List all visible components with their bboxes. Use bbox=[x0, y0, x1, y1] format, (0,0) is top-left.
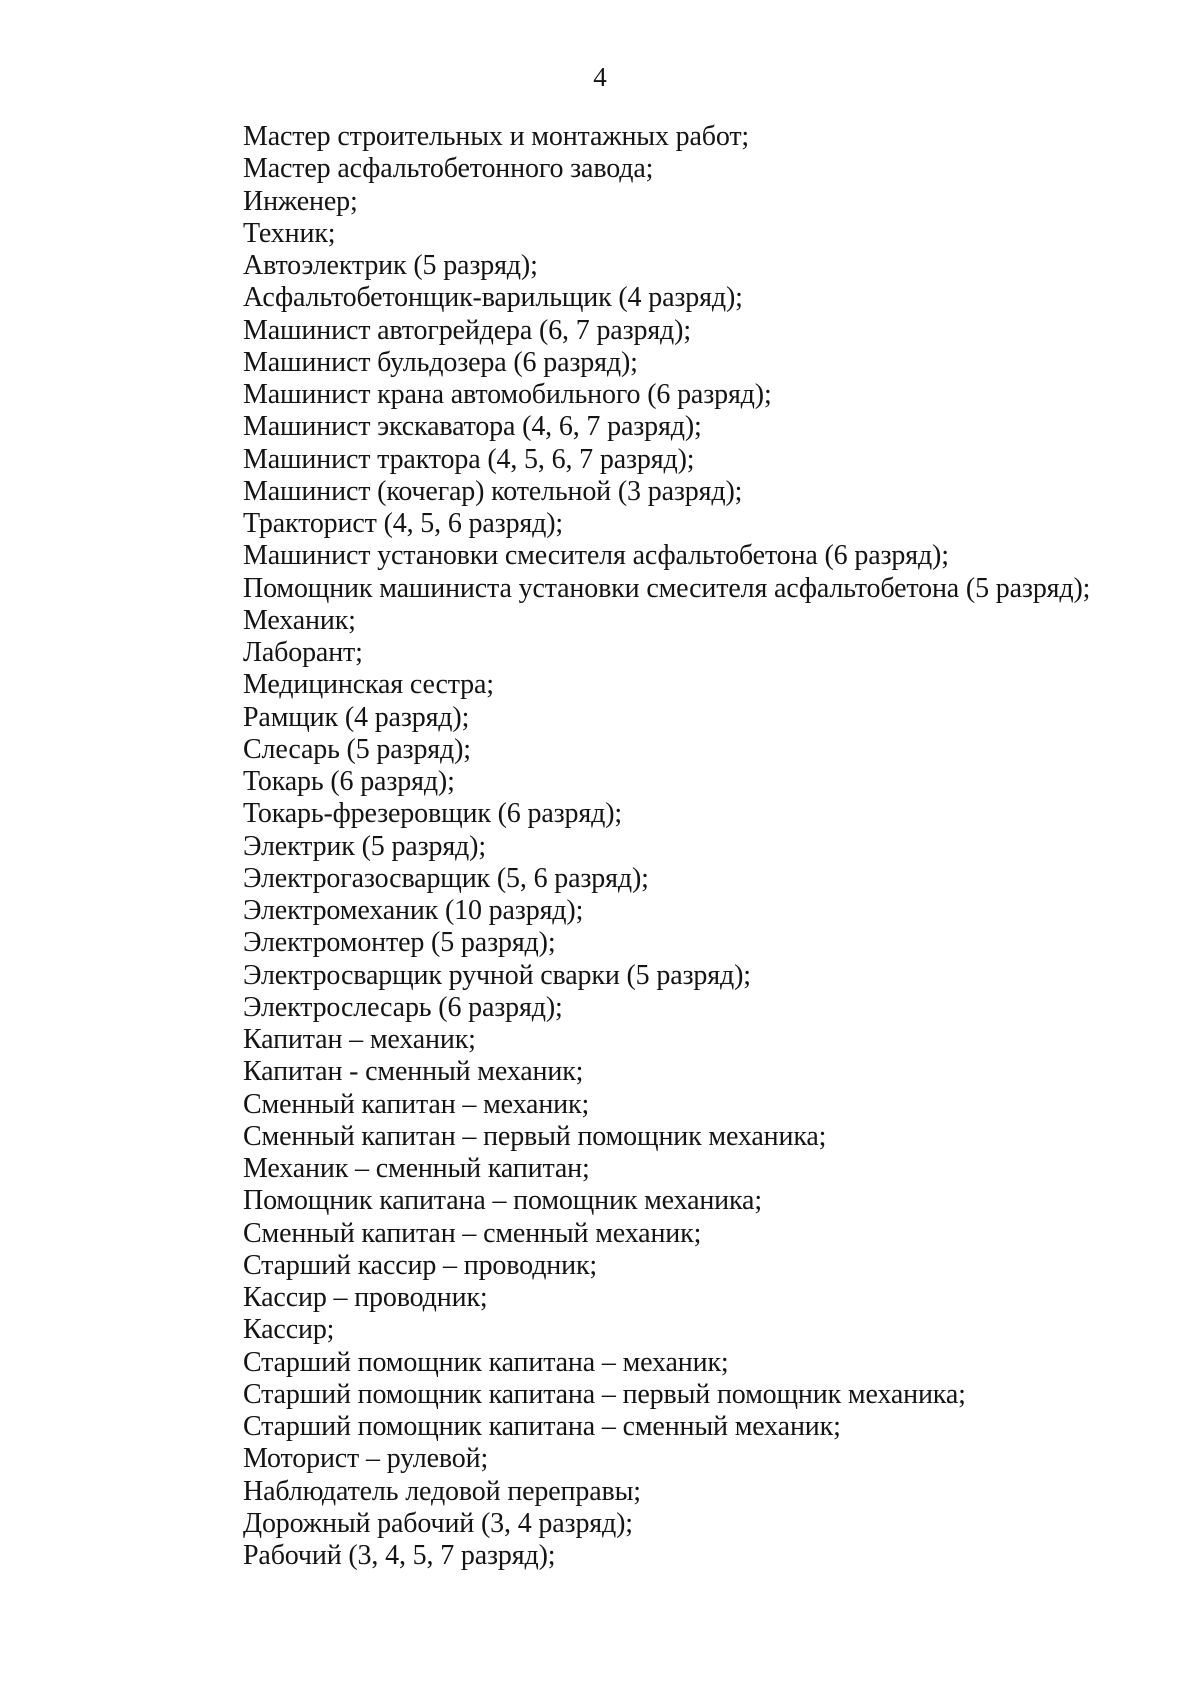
list-item: Мастер строительных и монтажных работ; bbox=[243, 121, 750, 152]
list-item: Машинист трактора (4, 5, 6, 7 разряд); bbox=[243, 443, 695, 475]
list-item: Слесарь (5 разряд); bbox=[243, 733, 471, 765]
list-item: Мастер асфальтобетонного завода; bbox=[243, 153, 654, 185]
list-item: Тракторист (4, 5, 6 разряд); bbox=[243, 508, 564, 539]
list-item: Сменный капитан – сменный механик; bbox=[243, 1217, 702, 1249]
list-item: Машинист крана автомобильного (6 разряд); bbox=[243, 379, 772, 410]
page-number: 4 bbox=[593, 62, 607, 92]
list-item: Старший помощник капитана – сменный механик; bbox=[243, 1411, 841, 1442]
list-item: Машинист (кочегар) котельной (3 разряд); bbox=[243, 475, 743, 507]
list-item: Старший кассир – проводник; bbox=[243, 1249, 598, 1281]
list-item: Кассир; bbox=[243, 1314, 335, 1346]
list-item: Токарь (6 разряд); bbox=[243, 766, 455, 797]
list-item: Рабочий (3, 4, 5, 7 разряд); bbox=[243, 1540, 556, 1571]
list-item: Рамщик (4 разряд); bbox=[243, 701, 470, 733]
list-item: Дорожный рабочий (3, 4 разряд); bbox=[243, 1507, 633, 1539]
list-item: Моторист – рулевой; bbox=[243, 1443, 489, 1475]
list-item: Инженер; bbox=[243, 185, 358, 217]
list-item: Машинист экскаватора (4, 6, 7 разряд); bbox=[243, 411, 702, 443]
list-item: Токарь-фрезеровщик (6 разряд); bbox=[243, 798, 623, 830]
positions-list bbox=[243, 121, 1173, 1572]
list-item: Электромонтер (5 разряд); bbox=[243, 927, 556, 959]
list-item: Машинист бульдозера (6 разряд); bbox=[243, 346, 638, 378]
list-item: Машинист установки смесителя асфальтобетона (6 разряд); bbox=[243, 540, 949, 572]
list-item: Сменный капитан – первый помощник механика; bbox=[243, 1120, 827, 1152]
list-item: Электрогазосварщик (5, 6 разряд); bbox=[243, 862, 649, 894]
list-item: Автоэлектрик (5 разряд); bbox=[243, 250, 538, 281]
list-item: Помощник машиниста установки смесителя асфальтобетона (5 разряд); bbox=[243, 572, 1091, 604]
list-item: Электросварщик ручной сварки (5 разряд); bbox=[243, 959, 751, 991]
list-item: Кассир – проводник; bbox=[243, 1282, 488, 1313]
list-item: Асфальтобетонщик-варильщик (4 разряд); bbox=[243, 282, 743, 314]
list-item: Наблюдатель ледовой переправы; bbox=[243, 1475, 641, 1507]
list-item: Механик – сменный капитан; bbox=[243, 1153, 590, 1184]
list-item: Машинист автогрейдера (6, 7 разряд); bbox=[243, 314, 691, 346]
list-item: Лаборант; bbox=[243, 637, 363, 668]
list-item: Техник; bbox=[243, 217, 336, 249]
list-item: Электрик (5 разряд); bbox=[243, 830, 486, 862]
list-item: Капитан - сменный механик; bbox=[243, 1056, 584, 1088]
list-item: Медицинская сестра; bbox=[243, 669, 494, 701]
list-item: Старший помощник капитана – механик; bbox=[243, 1346, 729, 1378]
list-item: Старший помощник капитана – первый помощник механика; bbox=[243, 1378, 966, 1410]
list-item: Механик; bbox=[243, 604, 356, 636]
list-item: Капитан – механик; bbox=[243, 1024, 476, 1055]
list-item: Сменный капитан – механик; bbox=[243, 1088, 590, 1120]
list-item: Электрослесарь (6 разряд); bbox=[243, 991, 563, 1023]
list-item: Помощник капитана – помощник механика; bbox=[243, 1185, 762, 1217]
list-item: Электромеханик (10 разряд); bbox=[243, 895, 584, 926]
